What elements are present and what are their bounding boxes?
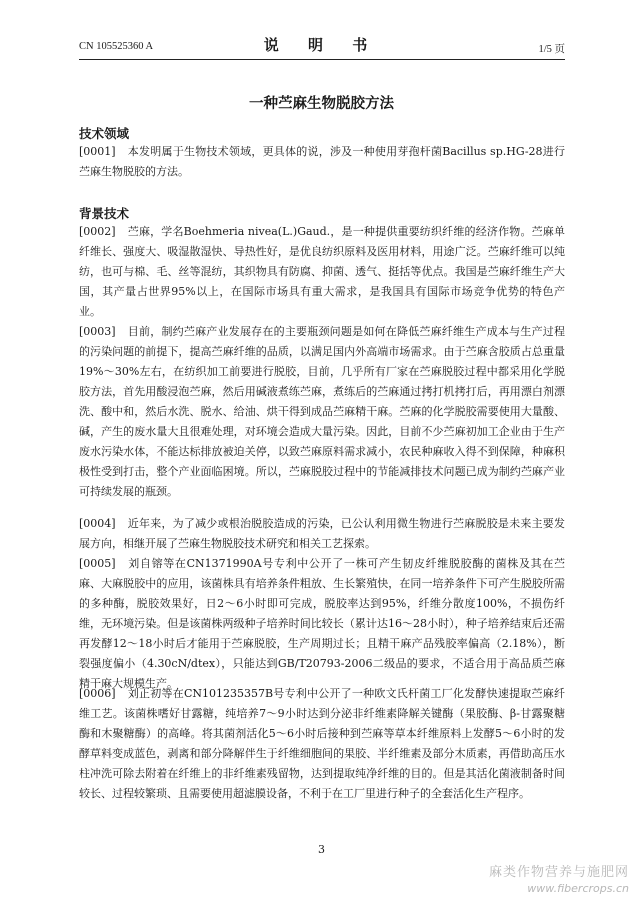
paragraph-number: [0001]	[79, 145, 116, 158]
paragraph-0004	[79, 514, 565, 554]
page-indicator: 1/5 页	[538, 44, 565, 55]
paragraph-text: 刘正初等在CN101235357B号专利中公开了一种欧文氏杆菌工厂化发酵快速提取苎麻纤维工艺。该菌株嗜好甘露糖，纯培养7～9小时达到分泌非纤维素降解关键酶（果胶酶、β-甘露聚糖酶和木聚糖酶）的高峰。将其菌剂活化5～6小时后接种到苎麻等草本纤维原料上发酵5～6小时的发酵草料变成蓝色，剥离和部分降解伴生于纤维细胞间的果胶、半纤维素及部分木质素，再借助高压水柱冲洗可除去附着在纤维上的非纤维素残留物，达到提取纯净纤维的目的。但是其活化菌液制备时间较长、过程较繁琐、且需要使用超滤膜设备，不利于在工厂里进行种子的全套活化生产程序。	[79, 687, 565, 800]
paragraph-number: [0005]	[79, 557, 116, 570]
header-divider	[79, 59, 565, 60]
paragraph-number: [0006]	[79, 687, 116, 700]
paragraph-0002	[79, 222, 565, 322]
paragraph-0001	[79, 142, 565, 182]
paragraph-number: [0003]	[79, 325, 116, 338]
paragraph-0003	[79, 322, 565, 502]
section-heading-background: 背景技术	[79, 206, 130, 221]
document-type-label: 说 明 书	[263, 36, 380, 54]
section-heading-field: 技术领域	[79, 126, 130, 141]
patent-number: CN 105525360 A	[79, 41, 154, 52]
page-header	[0, 0, 643, 62]
paragraph-number: [0004]	[79, 517, 116, 530]
paragraph-text: 近年来，为了减少或根治脱胶造成的污染，已公认利用微生物进行苎麻脱胶是未来主要发展方向，相继开展了苎麻生物脱胶技术研究和相关工艺探索。	[79, 517, 565, 550]
paragraph-0006	[79, 684, 565, 804]
paragraph-text: 目前，制约苎麻产业发展存在的主要瓶颈问题是如何在降低苎麻纤维生产成本与生产过程的污染问题的前提下，提高苎麻纤维的品质，以满足国内外高端市场需求。由于苎麻含胶质占总重量19%～30%左右，在纺织加工前要进行脱胶，目前，几乎所有厂家在苎麻脱胶过程中都采用化学脱胶方法，首先用酸浸泡苎麻，然后用碱液煮练苎麻，煮练后的苎麻通过拷打机拷打后，再用漂白剂漂洗、酸中和，然后水洗、脱水、给油、烘干得到成品苎麻精干麻。苎麻的化学脱胶需要使用大量酸、碱，产生的废水量大且很难处理，对环境会造成大量污染。因此，目前不少苎麻初加工企业由于生产废水污染水体，不能达标排放被迫关停，以致苎麻原料需求减小，农民种麻收入得不到保障，种麻积极性受到打击，整个产业面临困境。所以，苎麻脱胶过程中的节能减排技术问题已成为制约苎麻产业可持续发展的瓶颈。	[79, 325, 565, 498]
paragraph-text: 本发明属于生物技术领域，更具体的说，涉及一种使用芽孢杆菌Bacillus sp.HG-28进行苎麻生物脱胶的方法。	[79, 145, 565, 178]
paragraph-0005	[79, 554, 565, 694]
site-watermark	[489, 861, 629, 895]
document-title: 一种苎麻生物脱胶方法	[249, 95, 394, 112]
paragraph-text: 苎麻，学名Boehmeria nivea(L.)Gaud.，是一种提供重要纺织纤维的经济作物。苎麻单纤维长、强度大、吸湿散湿快、导热性好，是优良纺织原料及医用材料，用途广泛。苎麻纤维可以纯纺，也可与棉、毛、丝等混纺，其织物具有防腐、抑菌、透气、挺括等优点。我国是苎麻纤维生产大国，其产量占世界95%以上，在国际市场具有重大需求，是我国具有国际市场竞争优势的特色产业。	[79, 225, 565, 318]
paragraph-text: 刘自镕等在CN1371990A号专利中公开了一株可产生韧皮纤维脱胶酶的菌株及其在苎麻、大麻脱胶中的应用，该菌株具有培养条件粗放、生长繁殖快，在同一培养条件下可产生脱胶所需的多种酶，脱胶效果好，日2～6小时即可完成，脱胶率达到95%，纤维分散度100%，不损伤纤维，无环境污染。但是该菌株两级种子培养时间比较长（累计达16～28小时），种子培养结束后还需再发酵12～18小时后才能用于苎麻脱胶，生产周期过长；且精干麻产品残胶率偏高（2.18%），断裂强度偏小（4.30cN/dtex），只能达到GB/T20793-2006二级品的要求，不适合用于高品质苎麻精干麻大规模生产。	[79, 557, 565, 690]
paragraph-number: [0002]	[79, 225, 116, 238]
page-number: 3	[318, 843, 325, 856]
watermark-url: www.fibercrops.cn	[527, 882, 629, 895]
watermark-text: 麻类作物营养与施肥网	[488, 865, 629, 880]
